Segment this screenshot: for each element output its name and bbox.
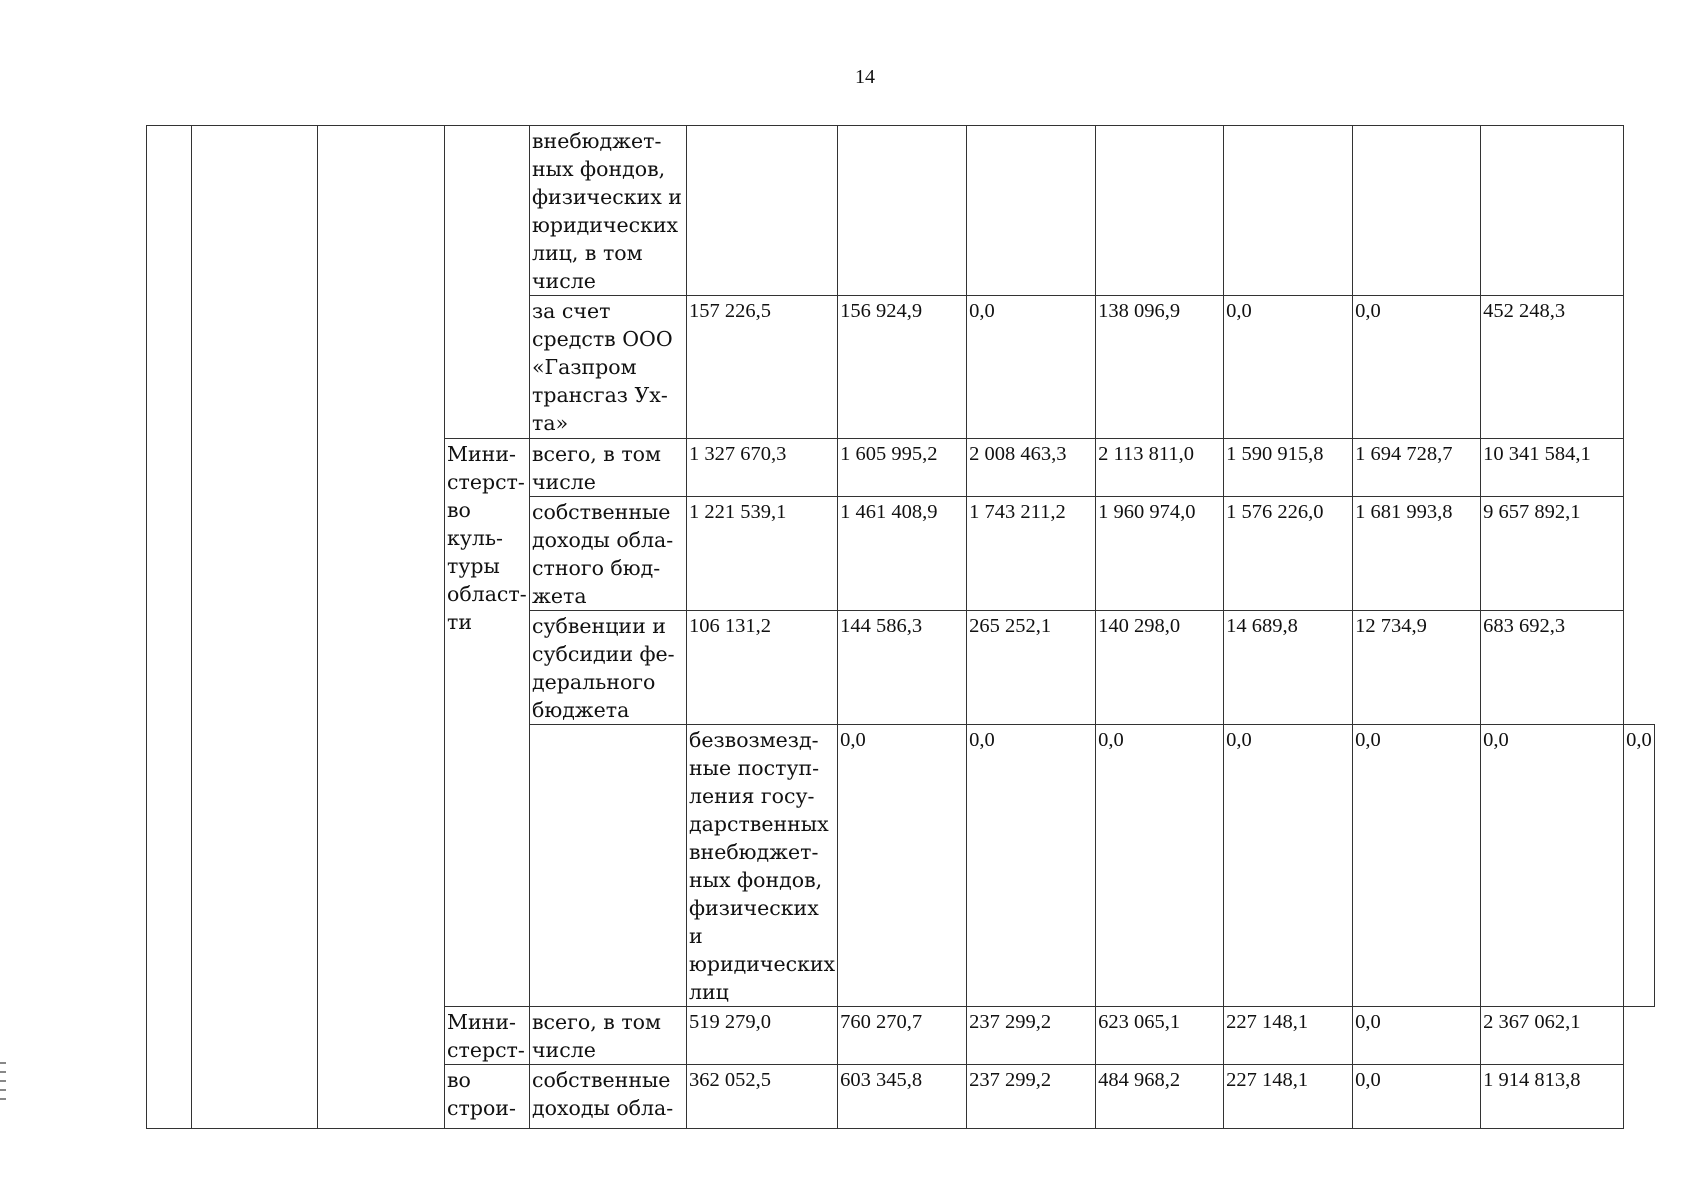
org-name-construction-cont: во строи- xyxy=(445,1065,530,1129)
value-cell: 484 968,2 xyxy=(1096,1065,1224,1129)
value-cell: 2 008 463,3 xyxy=(967,439,1096,497)
value-cell: 156 924,9 xyxy=(838,296,967,439)
value-cell xyxy=(687,126,838,296)
value-cell xyxy=(1353,126,1481,296)
org-name-construction: Мини- стерст- xyxy=(445,1007,530,1065)
value-cell: 9 657 892,1 xyxy=(1481,497,1624,611)
value-cell: 1 461 408,9 xyxy=(838,497,967,611)
value-cell: 362 052,5 xyxy=(687,1065,838,1129)
value-cell: 0,0 xyxy=(1224,296,1353,439)
value-cell: 0,0 xyxy=(1481,725,1624,1007)
value-cell: 0,0 xyxy=(1224,725,1353,1007)
value-cell: 2 367 062,1 xyxy=(1481,1007,1624,1065)
value-cell xyxy=(967,126,1096,296)
value-cell: 144 586,3 xyxy=(838,611,967,725)
source-label: собственные доходы обла- xyxy=(530,1065,687,1129)
value-cell: 0,0 xyxy=(1353,1065,1481,1129)
table-row xyxy=(147,126,1655,296)
value-cell: 12 734,9 xyxy=(1353,611,1481,725)
value-cell: 623 065,1 xyxy=(1096,1007,1224,1065)
value-cell: 0,0 xyxy=(1624,725,1655,1007)
value-cell: 1 590 915,8 xyxy=(1224,439,1353,497)
value-cell xyxy=(838,126,967,296)
empty-cell xyxy=(147,126,192,1129)
value-cell: 0,0 xyxy=(1353,296,1481,439)
value-cell: 760 270,7 xyxy=(838,1007,967,1065)
value-cell: 2 113 811,0 xyxy=(1096,439,1224,497)
source-label: безвозмезд- ные поступ- ления госу- дарственных внебюджет- ных фондов, физических и юридических лиц xyxy=(687,725,838,1007)
value-cell: 603 345,8 xyxy=(838,1065,967,1129)
value-cell: 1 681 993,8 xyxy=(1353,497,1481,611)
value-cell: 0,0 xyxy=(967,296,1096,439)
value-cell: 1 743 211,2 xyxy=(967,497,1096,611)
empty-cell xyxy=(530,725,687,1007)
source-label: субвенции и субсидии фе- дерального бюджета xyxy=(530,611,687,725)
empty-cell xyxy=(445,126,530,439)
source-label: всего, в том числе xyxy=(530,439,687,497)
empty-cell xyxy=(192,126,318,1129)
scan-artifact xyxy=(0,1062,6,1064)
value-cell: 140 298,0 xyxy=(1096,611,1224,725)
value-cell: 1 327 670,3 xyxy=(687,439,838,497)
value-cell: 10 341 584,1 xyxy=(1481,439,1624,497)
value-cell: 1 914 813,8 xyxy=(1481,1065,1624,1129)
value-cell: 157 226,5 xyxy=(687,296,838,439)
scan-artifact xyxy=(0,1089,6,1091)
value-cell: 237 299,2 xyxy=(967,1065,1096,1129)
scan-artifact xyxy=(0,1098,6,1100)
source-label: собственные доходы обла- стного бюд- жета xyxy=(530,497,687,611)
value-cell: 0,0 xyxy=(1353,725,1481,1007)
value-cell: 106 131,2 xyxy=(687,611,838,725)
page-number: 14 xyxy=(855,66,875,88)
value-cell: 519 279,0 xyxy=(687,1007,838,1065)
value-cell: 227 148,1 xyxy=(1224,1007,1353,1065)
value-cell: 0,0 xyxy=(838,725,967,1007)
value-cell xyxy=(1481,126,1624,296)
source-label: внебюджет- ных фондов, физических и юридических лиц, в том числе xyxy=(530,126,687,296)
scan-artifact xyxy=(0,1080,6,1082)
value-cell: 1 576 226,0 xyxy=(1224,497,1353,611)
value-cell xyxy=(1096,126,1224,296)
value-cell: 1 694 728,7 xyxy=(1353,439,1481,497)
value-cell: 227 148,1 xyxy=(1224,1065,1353,1129)
org-name-culture: Мини- стерст- во куль- туры област- ти xyxy=(445,439,530,1007)
value-cell: 237 299,2 xyxy=(967,1007,1096,1065)
value-cell: 0,0 xyxy=(1353,1007,1481,1065)
value-cell: 0,0 xyxy=(967,725,1096,1007)
value-cell: 1 221 539,1 xyxy=(687,497,838,611)
scan-artifact xyxy=(0,1071,6,1073)
value-cell xyxy=(1224,126,1353,296)
source-label: всего, в том числе xyxy=(530,1007,687,1065)
value-cell: 14 689,8 xyxy=(1224,611,1353,725)
value-cell: 683 692,3 xyxy=(1481,611,1624,725)
value-cell: 0,0 xyxy=(1096,725,1224,1007)
budget-table xyxy=(146,125,1655,1129)
value-cell: 265 252,1 xyxy=(967,611,1096,725)
empty-cell xyxy=(318,126,445,1129)
value-cell: 452 248,3 xyxy=(1481,296,1624,439)
source-label: за счет средств ООО «Газпром трансгаз Ух- та» xyxy=(530,296,687,439)
value-cell: 1 605 995,2 xyxy=(838,439,967,497)
value-cell: 138 096,9 xyxy=(1096,296,1224,439)
value-cell: 1 960 974,0 xyxy=(1096,497,1224,611)
